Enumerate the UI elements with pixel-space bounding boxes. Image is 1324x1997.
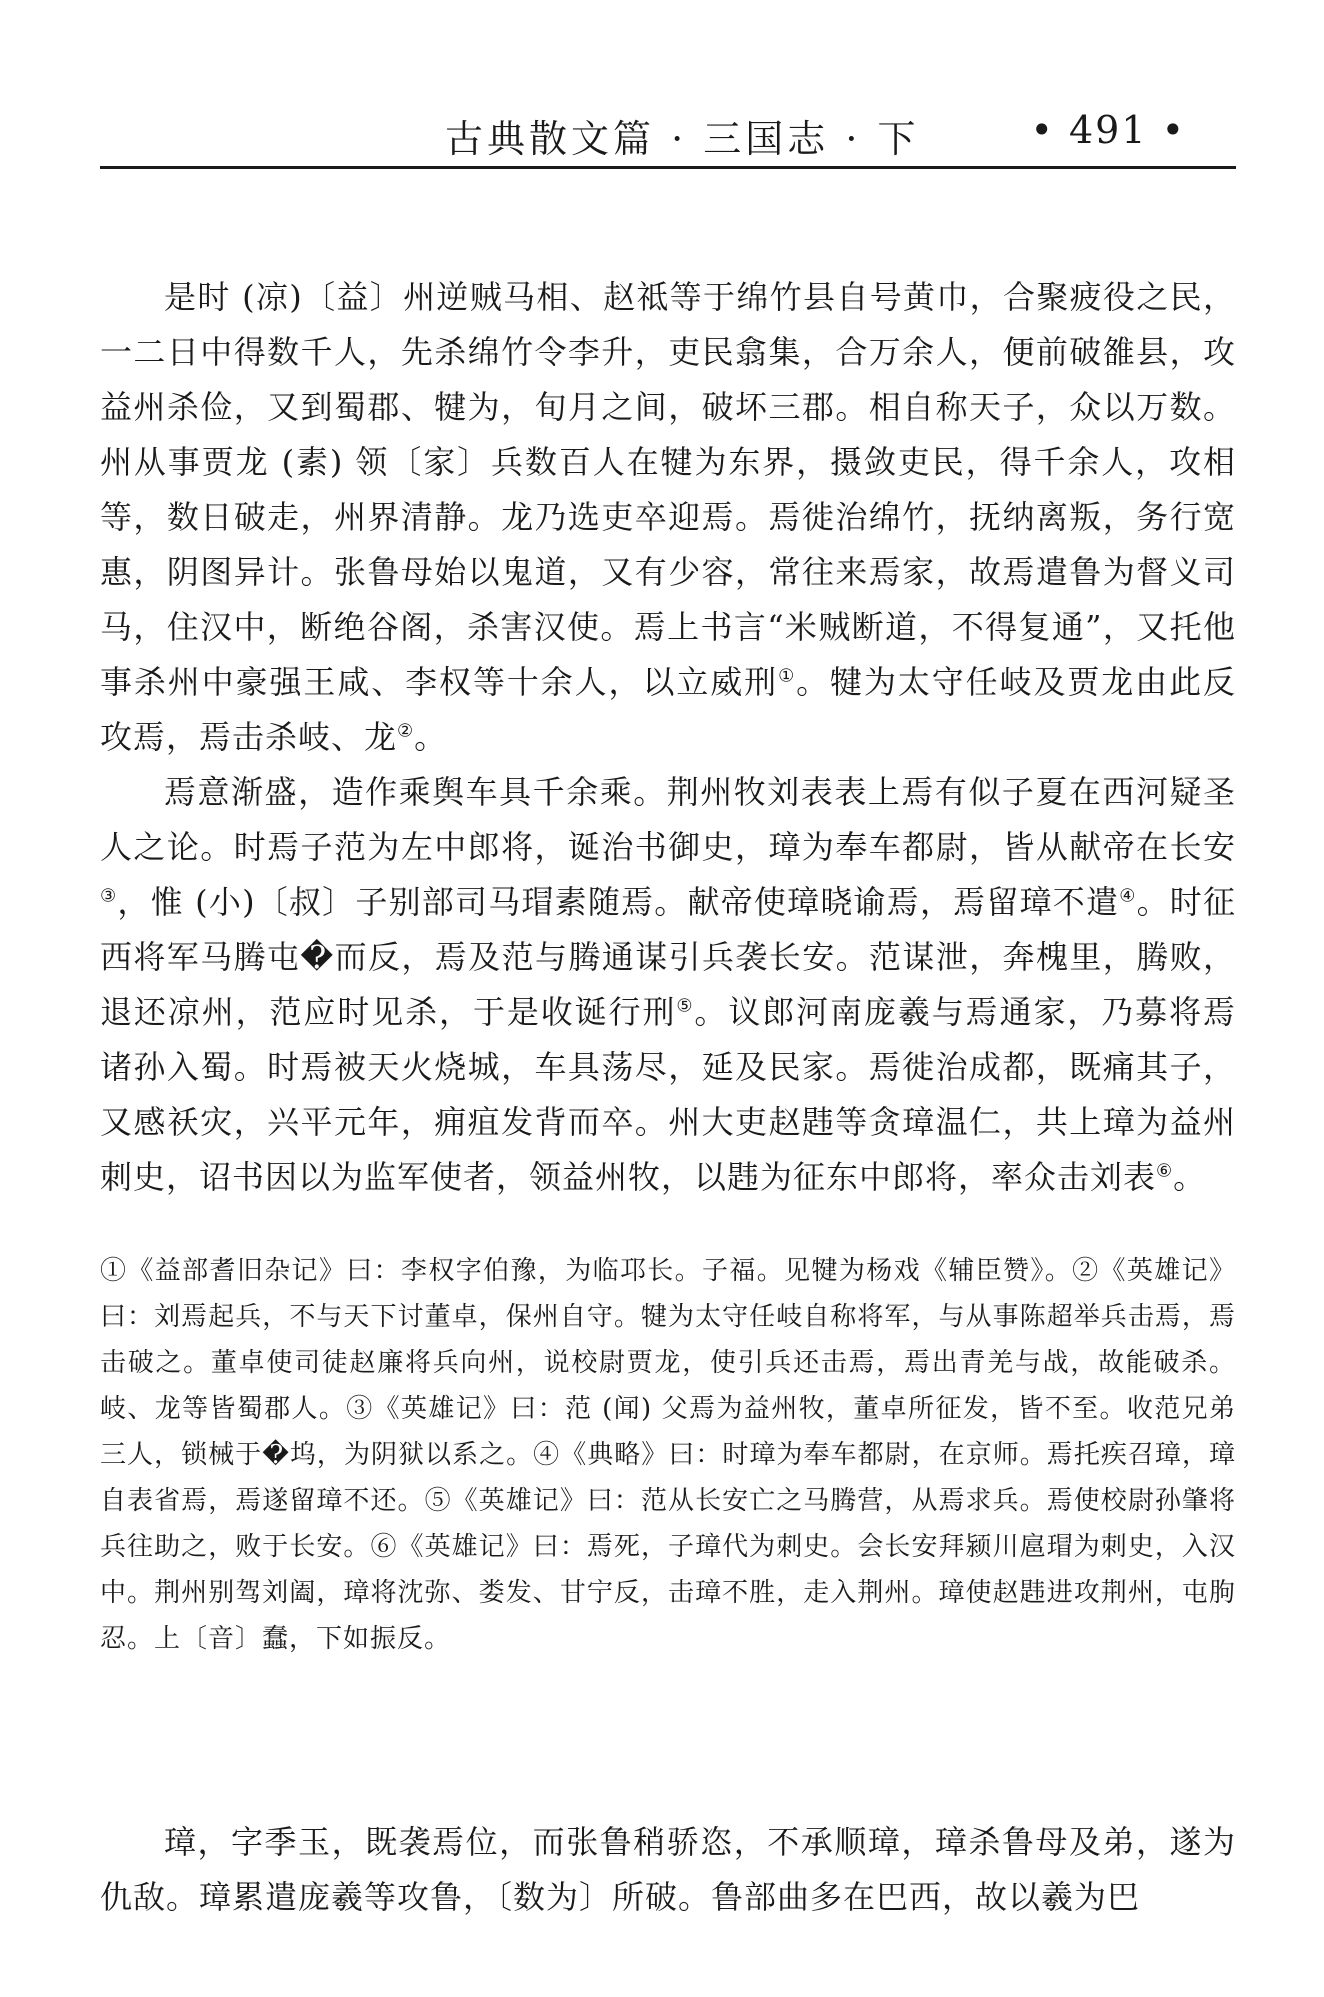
footnote-ref: ⑥ bbox=[1156, 1160, 1174, 1182]
paragraph-3 bbox=[100, 1815, 1236, 1925]
footnote-ref: ④ bbox=[1119, 885, 1137, 907]
paragraph-1 bbox=[100, 270, 1236, 765]
header-rule bbox=[100, 166, 1236, 169]
running-header bbox=[100, 108, 1236, 172]
footnote-ref: ⑤ bbox=[676, 995, 695, 1017]
footnote-ref: ② bbox=[397, 720, 415, 742]
header-title: 古典散文篇 · 三国志 · 下 bbox=[445, 117, 920, 161]
text-segment: 。时征西将军马腾屯�而反，焉及范与腾通谋引兵袭长安。范谋泄，奔槐里，腾败，退还凉州，范应时见杀，于是收诞行刑 bbox=[100, 883, 1236, 1031]
text-segment: 璋，字季玉，既袭焉位，而张鲁稍骄恣，不承顺璋，璋杀鲁母及弟，遂为仇敌。璋累遣庞羲等攻鲁，〔数为〕所破。鲁部曲多在巴西，故以羲为巴 bbox=[100, 1823, 1236, 1916]
text-segment: 焉意渐盛，造作乘舆车具千余乘。荆州牧刘表表上焉有似子夏在西河疑圣人之论。时焉子范为左中郎将，诞治书御史，璋为奉车都尉，皆从献帝在长安 bbox=[100, 773, 1236, 866]
footnote-ref: ① bbox=[778, 665, 797, 687]
text-segment: 。 bbox=[1173, 1158, 1207, 1196]
text-segment: 是时 (凉)〔益〕州逆贼马相、赵祗等于绵竹县自号黄巾，合聚疲役之民，一二日中得数千人，先杀绵竹令李升，吏民翕集，合万余人，便前破雒县，攻益州杀俭，又到蜀郡、犍为，旬月之间，破坏三郡。相自称天子，众以万数。州从事贾龙 (素) 领〔家〕兵数百人在犍为东界，摄敛吏民，得千余人，攻相等，数日破走，州界清静。龙乃选吏卒迎焉。焉徙治绵竹，抚纳离叛，务行宽惠，阴图异计。张鲁母始以鬼道，又有少容，常往来焉家，故焉遣鲁为督义司马，住汉中，断绝谷阁，杀害汉使。焉上书言“米贼断道，不得复通”，又托他事杀州中豪强王咸、李权等十余人，以立威刑 bbox=[100, 278, 1236, 701]
text-segment: ，惟 (小)〔叔〕子别部司马瑁素随焉。献帝使璋晓谕焉，焉留璋不遣 bbox=[117, 883, 1120, 921]
text-segment: 。议郎河南庞羲与焉通家，乃募将焉诸孙入蜀。时焉被天火烧城，车具荡尽，延及民家。焉徙治成都，既痛其子，又感祅灾，兴平元年，痈疽发背而卒。州大吏赵韪等贪璋温仁，共上璋为益州刺史，诏书因以为监军使者，领益州牧，以韪为征东中郎将，率众击刘表 bbox=[100, 993, 1236, 1196]
paragraph-2 bbox=[100, 765, 1236, 1205]
text-segment: 。犍为太守任岐及贾龙由此反攻焉，焉击杀岐、龙 bbox=[100, 663, 1236, 756]
page-number: • 491 • bbox=[1030, 108, 1186, 152]
text-segment: 。 bbox=[414, 718, 448, 756]
footnotes bbox=[100, 1248, 1236, 1662]
footnote-text: ①《益部耆旧杂记》曰：李权字伯豫，为临邛长。子福。见犍为杨戏《辅臣赞》。②《英雄记》曰：刘焉起兵，不与天下讨董卓，保州自守。犍为太守任岐自称将军，与从事陈超举兵击焉，焉击破之。董卓使司徒赵廉将兵向州，说校尉贾龙，使引兵还击焉，焉出青羌与战，故能破杀。岐、龙等皆蜀郡人。③《英雄记》曰：范 (闻) 父焉为益州牧，董卓所征发，皆不至。收范兄弟三人，锁械于�坞，为阴狱以系之。④《典略》曰：时璋为奉车都尉，在京师。焉托疾召璋，璋自表省焉，焉遂留璋不还。⑤《英雄记》曰：范从长安亡之马腾营，从焉求兵。焉使校尉孙肇将兵往助之，败于长安。⑥《英雄记》曰：焉死，子璋代为刺史。会长安拜颍川扈瑁为刺史，入汉中。荆州别驾刘阖，璋将沈弥、娄发、甘宁反，击璋不胜，走入荆州。璋使赵韪进攻荆州，屯朐忍。上〔音〕蠢，下如振反。 bbox=[100, 1256, 1236, 1654]
footnote-ref: ③ bbox=[100, 885, 118, 907]
